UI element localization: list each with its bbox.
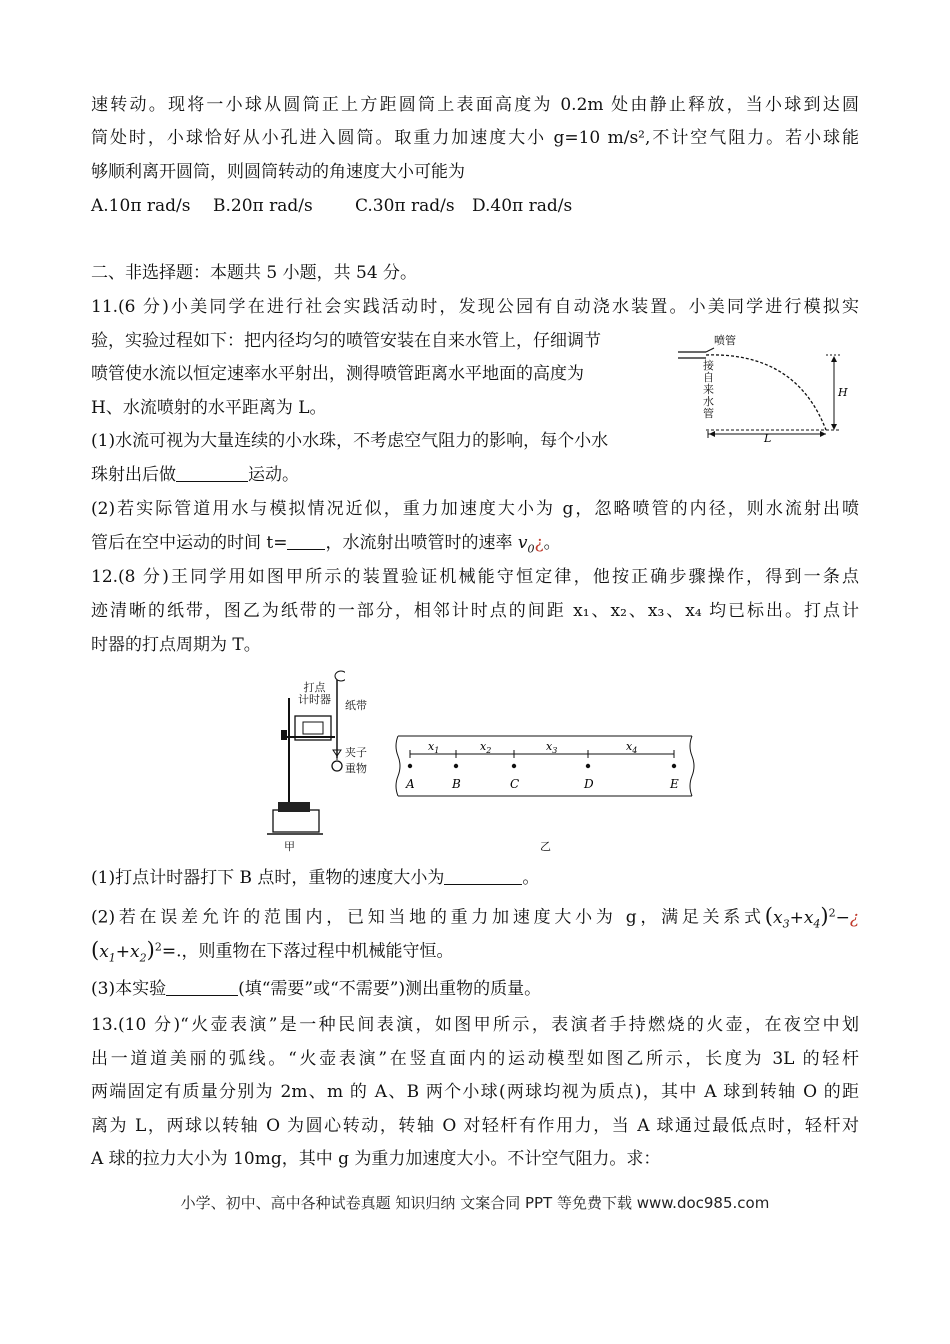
tape-point (408, 764, 412, 768)
q12-part-2a: (2)若在误差允许的范围内，已知当地的重力加速度大小为 g，满足关系式$(x_3+x_4)^2-¿$ (91, 903, 859, 931)
svg-text:H: H (838, 386, 848, 399)
tape-point (512, 764, 516, 768)
q11-part-1b: 珠射出后做 运动。 (91, 465, 299, 485)
q11-part-2a: (2)若实际管道用水与模拟情况近似，重力加速度大小为 g，忽略喷管的内径，则水流射出喷 (91, 499, 859, 519)
tape-point-label: E (670, 777, 679, 791)
option-d: D.40π rad/s (472, 196, 573, 216)
tape-segment-label: $x_3$ (546, 740, 558, 755)
water-pipe-label: 接自来水管 (703, 359, 714, 420)
section-2-heading: 二、非选择题：本题共 5 小题，共 54 分。 (91, 263, 418, 283)
q10-line-2: 筒处时，小球恰好从小孔进入圆筒。取重力加速度大小 g=10 m/s²,不计空气阻力。若小球能 (91, 128, 859, 148)
tape-segment-label: $x_1$ (428, 740, 440, 755)
figure-a-caption: 甲 (284, 840, 295, 853)
q11-line-3: 喷管使水流以恒定速率水平射出，测得喷管距离水平地面的高度为 (91, 364, 584, 384)
q11-line-4: H、水流喷射的水平距离为 L。 (91, 398, 327, 418)
water-trajectory (706, 355, 826, 430)
q12-line-1: 12.(8 分)王同学用如图甲所示的装置验证机械能守恒定律，他按正确步骤操作，得到一条点 (91, 567, 859, 587)
nozzle-label: 喷管 (714, 334, 736, 347)
weight-label: 重物 (345, 762, 367, 775)
q11-line-1: 11.(6 分)小美同学在进行社会实践活动时，发现公园有自动浇水装置。小美同学进行模拟实 (91, 297, 859, 317)
q13-line-3: 两端固定有质量分别为 2m、m 的 A、B 两个小球(两球均视为质点)，其中 A 球到转轴 O 的距 (91, 1082, 859, 1102)
q12-part-2b: $(x_1+x_2)^2=$.，则重物在下落过程中机械能守恒。 (91, 937, 454, 965)
option-a: A.10π rad/s (91, 196, 191, 216)
q10-options (91, 195, 572, 217)
q11-line-2: 验，实验过程如下：把内径均匀的喷管安装在自来水管上，仔细调节 (91, 331, 601, 351)
clip-label: 夹子 (345, 746, 367, 759)
q11-part-1a: (1)水流可视为大量连续的小水珠，不考虑空气阻力的影响，每个小水 (91, 431, 609, 451)
q10-line-1: 速转动。现将一小球从圆筒正上方距圆筒上表面高度为 0.2m 处由静止释放，当小球到达圆 (91, 95, 859, 115)
q13-line-4: 离为 L，两球以转轴 O 为圆心转动，转轴 O 对轻杆有作用力，当 A 球通过最低点时，轻杆对 (91, 1116, 859, 1136)
option-b: B.20π rad/s (213, 196, 313, 216)
q11-part-2b: 管后在空中运动的时间 t= ，水流射出喷管时的速率 $v_0¿$。 (91, 533, 561, 556)
figure-b-caption: 乙 (540, 840, 551, 853)
tape-point (672, 764, 676, 768)
answer-blank (176, 465, 248, 482)
tape-point-label: A (406, 777, 415, 791)
q12-line-2: 迹清晰的纸带，图乙为纸带的一部分，相邻计时点的间距 x₁、x₂、x₃、x₄ 均已标出。打点计 (91, 601, 859, 621)
tape-point (454, 764, 458, 768)
tape-segment-label: $x_2$ (480, 740, 492, 755)
q10-line-3: 够顺利离开圆筒，则圆筒转动的角速度大小可能为 (91, 162, 465, 182)
tape-segment-label: $x_4$ (626, 740, 638, 755)
page-footer: 小学、初中、高中各种试卷真题 知识归纳 文案合同 PPT 等免费下载 www.doc985.com (180, 1194, 770, 1212)
timer-label: 打点 计时器 (298, 681, 331, 706)
tape-point-label: D (584, 777, 594, 791)
svg-text:L: L (764, 432, 772, 442)
paper-tape-figure (390, 726, 710, 802)
q13-line-1: 13.(10 分)“火壶表演”是一种民间表演，如图甲所示，表演者手持燃烧的火壶，在夜空中划 (91, 1015, 859, 1035)
tape-point-label: C (510, 777, 520, 791)
answer-blank (444, 868, 522, 885)
tape-point (586, 764, 590, 768)
option-c: C.30π rad/s (355, 196, 455, 216)
tape-label: 纸带 (345, 699, 367, 712)
answer-blank (166, 979, 238, 996)
q12-part-3: (3)本实验 (填“需要”或“不需要”)测出重物的质量。 (91, 979, 542, 999)
answer-blank (287, 533, 325, 550)
q13-line-5: A 球的拉力大小为 10mg，其中 g 为重力加速度大小。不计空气阻力。求： (91, 1149, 661, 1169)
q12-line-3: 时器的打点周期为 T。 (91, 635, 261, 655)
tape-point-label: B (452, 777, 461, 791)
q13-line-2: 出一道道美丽的弧线。“火壶表演”在竖直面内的运动模型如图乙所示，长度为 3L 的轻杆 (91, 1049, 859, 1069)
q12-part-1: (1)打点计时器打下 B 点时，重物的速度大小为 。 (91, 868, 540, 888)
